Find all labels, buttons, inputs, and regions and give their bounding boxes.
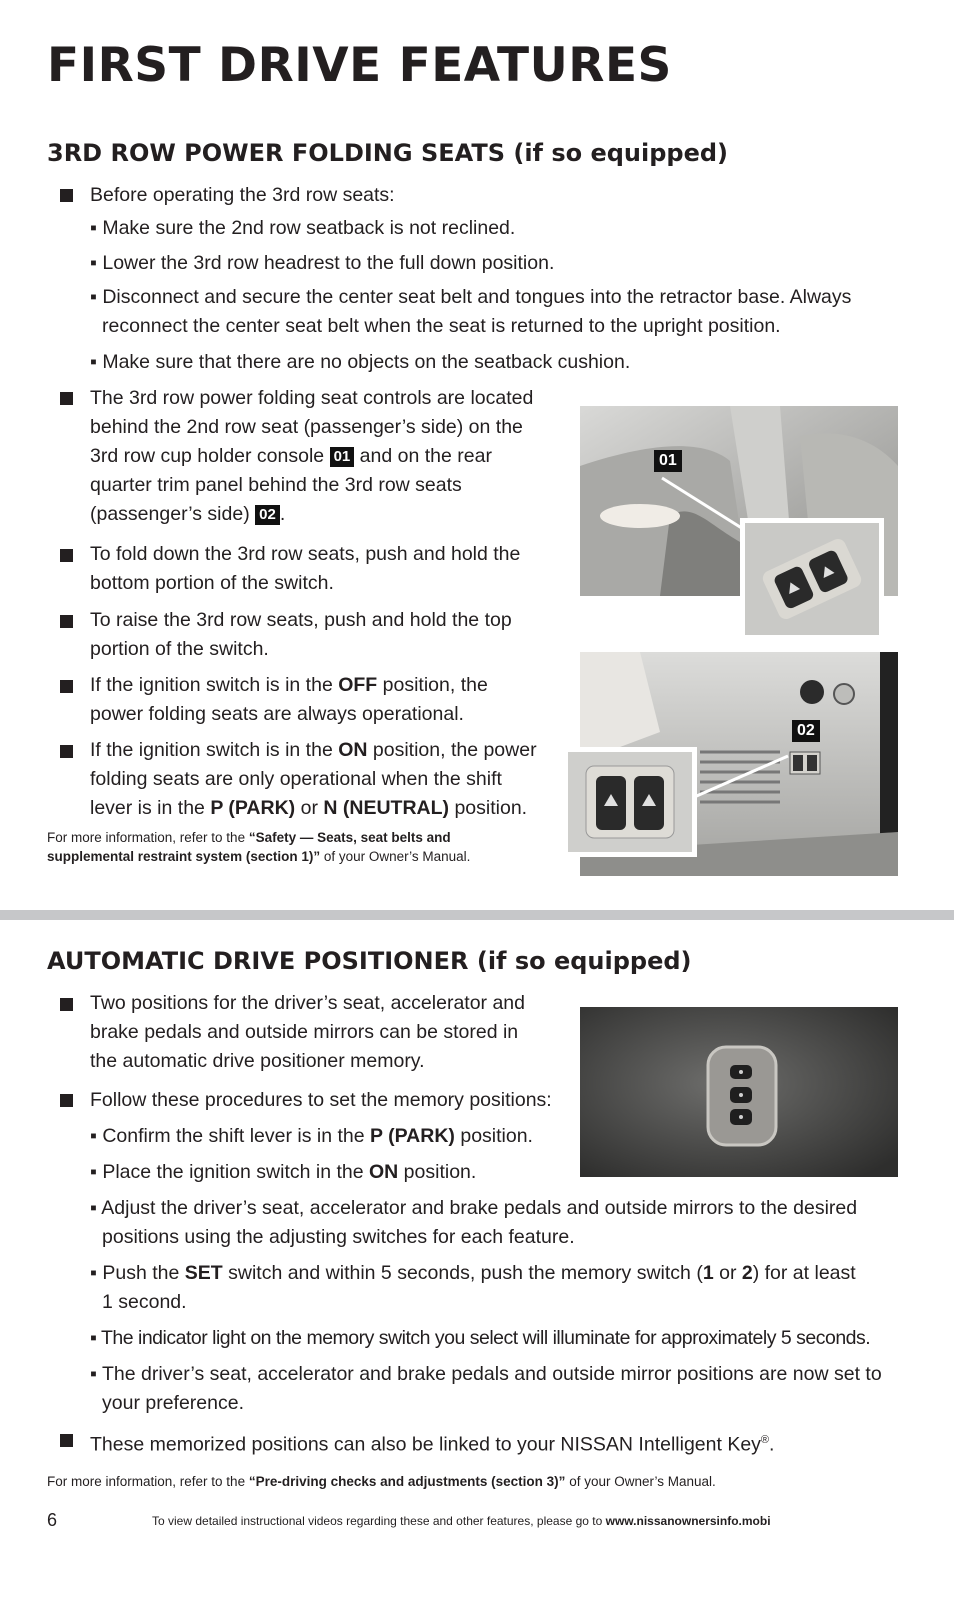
bullet-text-ignition-on: If the ignition switch is in the ON position, the power folding seats are only operational when the shift lever is in the P (PARK) or N (NEUTRAL) position. (90, 739, 537, 819)
photo-memory-switch-panel (580, 1007, 898, 1177)
bullet-icon (60, 392, 73, 405)
bullet-icon (60, 745, 73, 758)
sub-item: ▪ Make sure that there are no objects on the seatback cushion. (90, 351, 631, 373)
section-heading-automatic-drive-positioner: AUTOMATIC DRIVE POSITIONER (if so equipped) (47, 947, 692, 975)
sub-item: ▪ Place the ignition switch in the ON position. (90, 1161, 477, 1183)
sub-item: ▪ The driver’s seat, accelerator and brake pedals and outside mirror positions are now set to (90, 1363, 882, 1385)
reference-note: For more information, refer to the “Safety — Seats, seat belts and supplemental restraint system (section 1)” of your Owner’s Manual. (47, 830, 471, 864)
bullet-icon (60, 1094, 73, 1107)
bullet-text-memory-positions: Two positions for the driver’s seat, accelerator and brake pedals and outside mirrors can be stored in the automatic drive positioner memory. (90, 992, 525, 1072)
sub-item: ▪ Confirm the shift lever is in the P (PARK) position. (90, 1125, 533, 1147)
sub-item-continued: your preference. (102, 1392, 244, 1414)
sub-item-continued: reconnect the center seat belt when the seat is returned to the upright position. (102, 315, 781, 337)
bullet-text: Before operating the 3rd row seats: (90, 184, 395, 206)
page-number: 6 (47, 1510, 58, 1530)
bullet-icon (60, 680, 73, 693)
callout-tag-02: 02 (255, 505, 280, 525)
bullet-text-ignition-off: If the ignition switch is in the OFF position, the power folding seats are always operational. (90, 674, 488, 725)
bullet-icon (60, 549, 73, 562)
photo-callout-tag-01: 01 (654, 450, 682, 472)
photo-inset-switch-closeup (740, 518, 884, 640)
bullet-text-procedures: Follow these procedures to set the memory positions: (90, 1089, 552, 1111)
section-heading-power-folding-seats: 3RD ROW POWER FOLDING SEATS (if so equipped) (47, 139, 729, 167)
callout-tag-01: 01 (330, 447, 355, 467)
bullet-icon (60, 189, 73, 202)
bullet-icon (60, 615, 73, 628)
callout-leader-line (660, 476, 750, 536)
bullet-text-raise: To raise the 3rd row seats, push and hold the top portion of the switch. (90, 609, 512, 660)
reference-note: For more information, refer to the “Pre-driving checks and adjustments (section 3)” of your Owner’s Manual. (47, 1474, 716, 1489)
photo-inset-rear-switch-closeup (563, 747, 697, 857)
sub-item: ▪ Push the SET switch and within 5 seconds, push the memory switch (1 or 2) for at least (90, 1262, 856, 1284)
footer-text: To view detailed instructional videos regarding these and other features, please go to www.nissanownersinfo.mobi (152, 1514, 771, 1528)
callout-leader-line (690, 752, 790, 802)
bullet-icon (60, 1434, 73, 1447)
footer-url-link[interactable]: www.nissanownersinfo.mobi (605, 1514, 771, 1528)
bullet-icon (60, 998, 73, 1011)
sub-item: ▪ Disconnect and secure the center seat belt and tongues into the retractor base. Always (90, 286, 852, 308)
sub-item: ▪ Adjust the driver’s seat, accelerator and brake pedals and outside mirrors to the desired (90, 1197, 858, 1219)
bullet-text-intelligent-key: These memorized positions can also be linked to your NISSAN Intelligent Key®. (90, 1433, 775, 1456)
photo-callout-tag-02: 02 (792, 720, 820, 742)
bullet-text-controls-location: The 3rd row power folding seat controls are located behind the 2nd row seat (passenger’s side) on the 3rd row cup holder console 01 and on the rear quarter trim panel behind the 3rd row seats (passenger’s side) 02 . (90, 387, 534, 525)
sub-item-continued: positions using the adjusting switches for each feature. (102, 1226, 575, 1248)
sub-item-continued: 1 second. (102, 1291, 187, 1313)
bullet-text-fold-down: To fold down the 3rd row seats, push and hold the bottom portion of the switch. (90, 543, 521, 594)
sub-item: ▪ Make sure the 2nd row seatback is not reclined. (90, 217, 516, 239)
page-title: FIRST DRIVE FEATURES (47, 38, 672, 93)
sub-item: ▪ Lower the 3rd row headrest to the full down position. (90, 252, 555, 274)
sub-item: ▪ The indicator light on the memory switch you select will illuminate for approximately 5 seconds. (90, 1327, 871, 1349)
section-divider (0, 910, 954, 920)
